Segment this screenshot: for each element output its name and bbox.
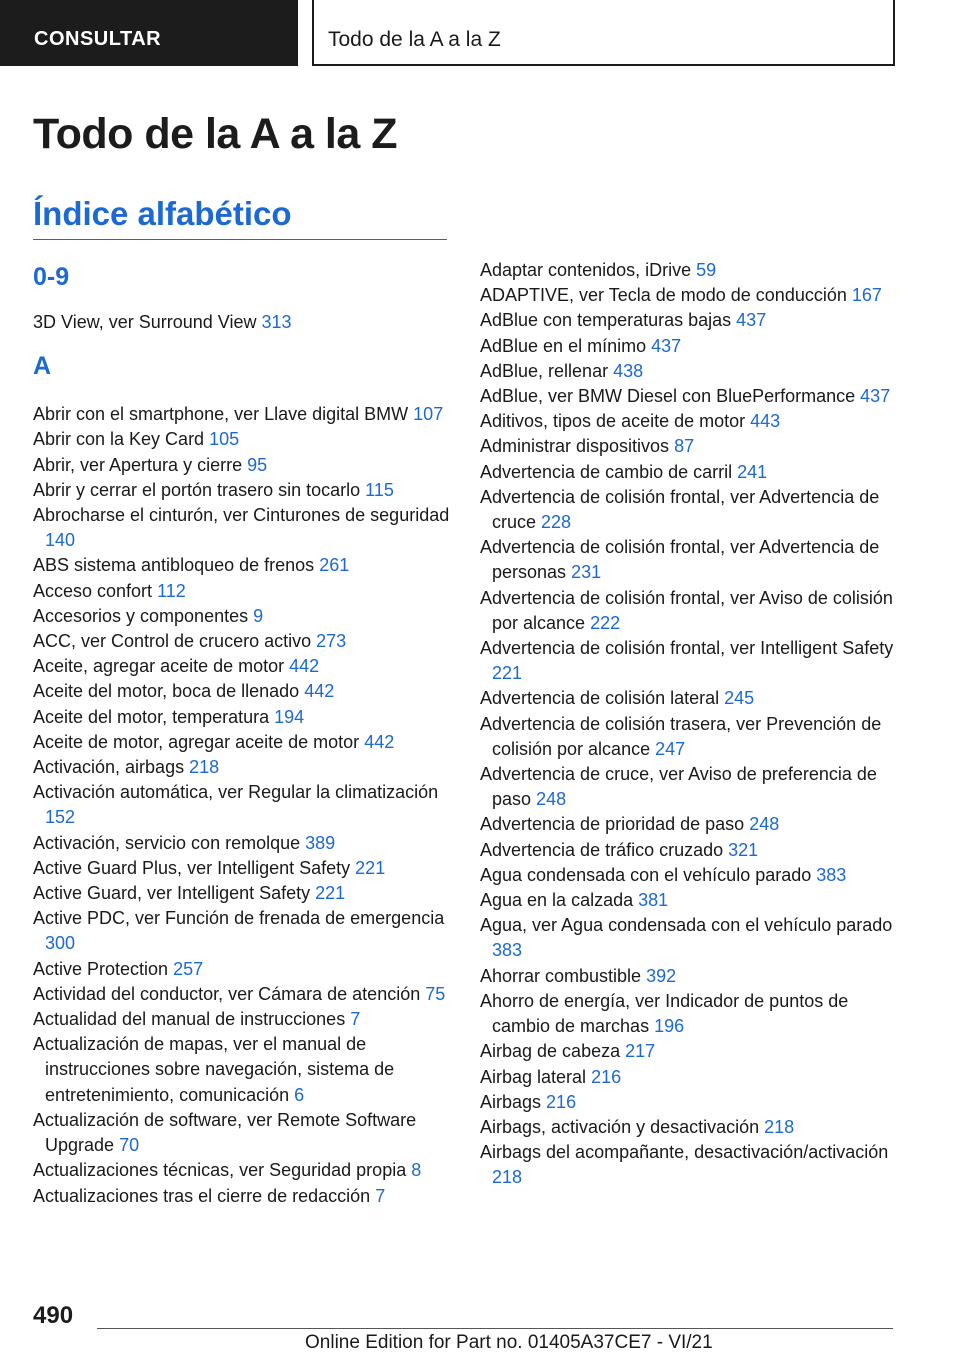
entry-text: ADAPTIVE, ver Tecla de modo de conducción xyxy=(480,285,847,306)
entry-page-link[interactable]: 247 xyxy=(655,738,686,759)
entry-page-link[interactable]: 231 xyxy=(571,562,602,583)
index-entry xyxy=(33,553,453,578)
index-entry xyxy=(480,359,900,384)
section-label: CONSULTAR xyxy=(34,28,162,50)
entry-text: ACC, ver Control de crucero activo xyxy=(33,631,312,652)
index-entry xyxy=(480,1039,900,1064)
index-entry xyxy=(480,1090,900,1115)
entry-page-link[interactable]: 442 xyxy=(289,656,320,677)
index-entry xyxy=(33,1032,453,1108)
index-entry xyxy=(480,283,900,308)
entry-page-link[interactable]: 218 xyxy=(492,1167,523,1188)
entry-page-link[interactable]: 313 xyxy=(261,312,292,332)
letter-heading: 0-9 xyxy=(33,263,70,291)
entry-page-link[interactable]: 221 xyxy=(355,857,386,878)
entry-page-link[interactable]: 248 xyxy=(749,814,780,835)
entry-text: Airbags del acompañante, desactivación/activación xyxy=(480,1142,889,1163)
entry-text: Abrir, ver Apertura y cierre xyxy=(33,454,243,475)
entry-text: Active PDC, ver Función de frenada de emergencia xyxy=(33,908,445,929)
index-entry xyxy=(480,1115,900,1140)
index-entry xyxy=(480,258,900,283)
index-column-left xyxy=(33,258,453,1209)
entry-text: Active Protection xyxy=(33,958,169,979)
entry-text: AdBlue, ver BMW Diesel con BluePerformance xyxy=(480,386,856,407)
index-entry xyxy=(33,679,453,704)
entry-text: Airbag de cabeza xyxy=(480,1041,621,1062)
entry-text: Actualizaciones tras el cierre de redacción xyxy=(33,1185,371,1206)
index-entry xyxy=(33,755,453,780)
index-entry xyxy=(480,384,900,409)
index-entry xyxy=(480,535,900,585)
entry-text: Airbags, activación y desactivación xyxy=(480,1116,760,1137)
entry-page-link[interactable]: 107 xyxy=(413,404,444,425)
entry-text: Actualización de software, ver Remote Software Upgrade xyxy=(33,1109,417,1156)
entry-text: Airbags xyxy=(480,1091,542,1112)
entry-text: Agua condensada con el vehículo parado xyxy=(480,864,812,885)
entry-page-link[interactable]: 7 xyxy=(350,1009,361,1030)
entry-page-link[interactable]: 392 xyxy=(646,965,677,986)
index-entry xyxy=(33,604,453,629)
entry-page-link[interactable]: 228 xyxy=(541,512,572,533)
entry-page-link[interactable]: 115 xyxy=(365,479,394,500)
index-entry xyxy=(480,863,900,888)
entry-page-link[interactable]: 443 xyxy=(750,411,781,432)
index-entry xyxy=(33,579,453,604)
entry-text: Aceite, agregar aceite de motor xyxy=(33,656,285,677)
entry-page-link[interactable]: 222 xyxy=(590,612,621,633)
entry-text: Abrir con la Key Card xyxy=(33,429,205,450)
entry-text: ABS sistema antibloqueo de frenos xyxy=(33,555,315,576)
entry-page-link[interactable]: 194 xyxy=(274,706,305,727)
entry-page-link[interactable]: 221 xyxy=(315,883,346,904)
entry-text: Advertencia de tráfico cruzado xyxy=(480,839,724,860)
entry-page-link[interactable]: 437 xyxy=(736,310,767,331)
entry-page-link[interactable]: 437 xyxy=(860,386,891,407)
entry-page-link[interactable]: 216 xyxy=(546,1091,577,1112)
entry-text: Administrar dispositivos xyxy=(480,436,670,457)
entry-text: Aceite de motor, agregar aceite de motor xyxy=(33,731,360,752)
index-entry xyxy=(33,881,453,906)
entry-page-link[interactable]: 257 xyxy=(173,958,204,979)
index-entry xyxy=(480,409,900,434)
entry-text: Advertencia de colisión trasera, ver Prevención de colisión por alcance xyxy=(480,713,882,759)
entry-text: Agua en la calzada xyxy=(480,890,634,911)
entry-text: Agua, ver Agua condensada con el vehículo parado xyxy=(480,915,893,936)
entry-text: AdBlue, rellenar xyxy=(480,360,609,381)
entry-text: Advertencia de colisión frontal, ver Intelligent Safety xyxy=(480,638,894,659)
entry-page-link[interactable]: 75 xyxy=(425,983,446,1004)
index-entry xyxy=(33,780,453,830)
entry-page-link[interactable]: 140 xyxy=(45,530,76,551)
entry-text: Aditivos, tipos de aceite de motor xyxy=(480,411,746,432)
page-header xyxy=(0,0,960,66)
entry-page-link[interactable]: 300 xyxy=(45,933,76,954)
index-entry xyxy=(33,730,453,755)
entry-text: Airbag lateral xyxy=(480,1066,587,1087)
entry-text: Actualización de mapas, ver el manual de instrucciones sobre navegación, sistema de entretenimiento, comunicación xyxy=(33,1034,395,1105)
index-entry xyxy=(480,712,900,762)
index-entry xyxy=(33,427,453,452)
index-entry xyxy=(480,1140,900,1190)
entry-page-link[interactable]: 241 xyxy=(737,461,768,482)
entry-text: Adaptar contenidos, iDrive xyxy=(480,260,692,280)
entry-text: Actividad del conductor, ver Cámara de atención xyxy=(33,983,421,1004)
entry-text: Advertencia de prioridad de paso xyxy=(480,814,745,835)
heading-divider xyxy=(33,239,447,240)
chapter-title: Todo de la A a la Z xyxy=(328,28,501,51)
entry-text: 3D View, ver Surround View xyxy=(33,312,257,332)
index-column-right xyxy=(480,258,900,1191)
index-entry xyxy=(33,1108,453,1158)
entry-page-link[interactable]: 167 xyxy=(851,285,882,306)
entry-text: Abrocharse el cinturón, ver Cinturones de seguridad xyxy=(33,505,450,526)
index-entry xyxy=(33,1007,453,1032)
index-entry xyxy=(480,434,900,459)
index-entry xyxy=(33,831,453,856)
entry-text: Advertencia de colisión frontal, ver Aviso de colisión por alcance xyxy=(480,587,893,633)
entry-text: Accesorios y componentes xyxy=(33,605,249,626)
entry-text: Activación, servicio con remolque xyxy=(33,832,301,853)
entry-text: Active Guard, ver Intelligent Safety xyxy=(33,883,311,904)
entry-page-link[interactable]: 437 xyxy=(651,335,682,356)
entry-page-link[interactable]: 438 xyxy=(613,360,644,381)
entry-text: Advertencia de colisión frontal, ver Advertencia de cruce xyxy=(480,486,880,533)
entry-text: Advertencia de cruce, ver Aviso de preferencia de paso xyxy=(480,764,877,810)
entry-text: AdBlue en el mínimo xyxy=(480,335,647,356)
entry-page-link[interactable]: 383 xyxy=(816,864,847,885)
entry-page-link[interactable]: 152 xyxy=(45,807,76,828)
entry-text: Ahorro de energía, ver Indicador de puntos de cambio de marchas xyxy=(480,990,849,1037)
entry-page-link[interactable]: 216 xyxy=(591,1066,622,1087)
index-entry xyxy=(480,1065,900,1090)
entry-page-link[interactable]: 105 xyxy=(209,429,240,450)
section-tab xyxy=(0,0,298,66)
entry-page-link[interactable]: 221 xyxy=(492,663,523,684)
entry-page-link[interactable]: 321 xyxy=(728,839,759,860)
index-entry xyxy=(480,838,900,863)
index-entry xyxy=(33,1158,453,1183)
entry-page-link[interactable]: 112 xyxy=(157,580,186,601)
index-entry xyxy=(480,762,900,812)
entry-page-link[interactable]: 6 xyxy=(294,1084,305,1105)
entry-page-link[interactable]: 245 xyxy=(724,688,755,709)
index-entry xyxy=(480,636,900,686)
chapter-title-box xyxy=(312,0,895,66)
entry-page-link[interactable]: 442 xyxy=(304,681,335,702)
index-heading: Índice alfabético xyxy=(33,195,292,232)
entry-text: Ahorrar combustible xyxy=(480,965,642,986)
entry-page-link[interactable]: 217 xyxy=(625,1041,656,1062)
entry-page-link[interactable]: 442 xyxy=(364,731,395,752)
entry-text: Advertencia de cambio de carril xyxy=(480,461,733,482)
index-entry xyxy=(33,982,453,1007)
entry-text: Aceite del motor, boca de llenado xyxy=(33,681,300,702)
entry-page-link[interactable]: 383 xyxy=(492,940,523,961)
entry-page-link[interactable]: 87 xyxy=(674,436,695,457)
entry-page-link[interactable]: 273 xyxy=(316,631,347,652)
index-entry xyxy=(480,686,900,711)
entry-page-link[interactable]: 248 xyxy=(536,789,567,810)
index-entry xyxy=(33,478,453,503)
index-entry xyxy=(33,310,453,335)
index-entry xyxy=(33,906,453,956)
index-entry xyxy=(480,812,900,837)
entry-page-link[interactable]: 9 xyxy=(253,605,264,626)
index-entry xyxy=(480,308,900,333)
index-entry xyxy=(33,402,453,427)
entry-page-link[interactable]: 8 xyxy=(411,1160,422,1181)
entry-page-link[interactable]: 196 xyxy=(654,1016,685,1037)
entry-text: Advertencia de colisión lateral xyxy=(480,688,720,709)
index-entry xyxy=(33,957,453,982)
index-entry xyxy=(33,453,453,478)
entry-page-link[interactable]: 389 xyxy=(305,832,336,853)
index-entry xyxy=(33,503,453,553)
entry-page-link[interactable]: 381 xyxy=(638,890,669,911)
entry-page-link[interactable]: 218 xyxy=(764,1116,795,1137)
index-entry xyxy=(480,989,900,1039)
entry-page-link[interactable]: 70 xyxy=(119,1135,140,1156)
page-number: 490 xyxy=(33,1302,74,1329)
index-entry xyxy=(33,1184,453,1209)
entry-text: Active Guard Plus, ver Intelligent Safety xyxy=(33,857,351,878)
entry-text: AdBlue con temperaturas bajas xyxy=(480,310,732,331)
letter-heading: A xyxy=(33,352,52,381)
entry-text: Abrir y cerrar el portón trasero sin tocarlo xyxy=(33,479,361,500)
index-entry xyxy=(480,888,900,913)
entry-text: Activación, airbags xyxy=(33,757,185,778)
entry-text: Abrir con el smartphone, ver Llave digital BMW xyxy=(33,404,409,425)
footer-divider xyxy=(97,1328,893,1329)
entry-text: Aceite del motor, temperatura xyxy=(33,706,270,727)
index-entry xyxy=(480,913,900,963)
index-entry xyxy=(33,654,453,679)
entry-text: Acceso confort xyxy=(33,580,153,601)
index-entry xyxy=(480,964,900,989)
index-entry xyxy=(480,334,900,359)
edition-note: Online Edition for Part no. 01405A37CE7 - VI/21 xyxy=(305,1332,713,1353)
page-title: Todo de la A a la Z xyxy=(33,110,397,158)
index-entry xyxy=(33,705,453,730)
index-entry xyxy=(480,586,900,636)
entry-page-link[interactable]: 7 xyxy=(375,1185,386,1206)
entry-text: Actualidad del manual de instrucciones xyxy=(33,1009,346,1030)
entry-page-link[interactable]: 95 xyxy=(247,454,268,475)
index-entry xyxy=(480,485,900,535)
index-entry xyxy=(33,856,453,881)
entry-text: Activación automática, ver Regular la climatización xyxy=(33,782,439,803)
entry-page-link[interactable]: 261 xyxy=(319,555,350,576)
entry-page-link[interactable]: 59 xyxy=(696,260,717,280)
index-entry xyxy=(33,629,453,654)
index-entry xyxy=(480,460,900,485)
entry-page-link[interactable]: 218 xyxy=(189,757,220,778)
entry-text: Advertencia de colisión frontal, ver Advertencia de personas xyxy=(480,537,880,583)
entry-text: Actualizaciones técnicas, ver Seguridad propia xyxy=(33,1160,407,1181)
